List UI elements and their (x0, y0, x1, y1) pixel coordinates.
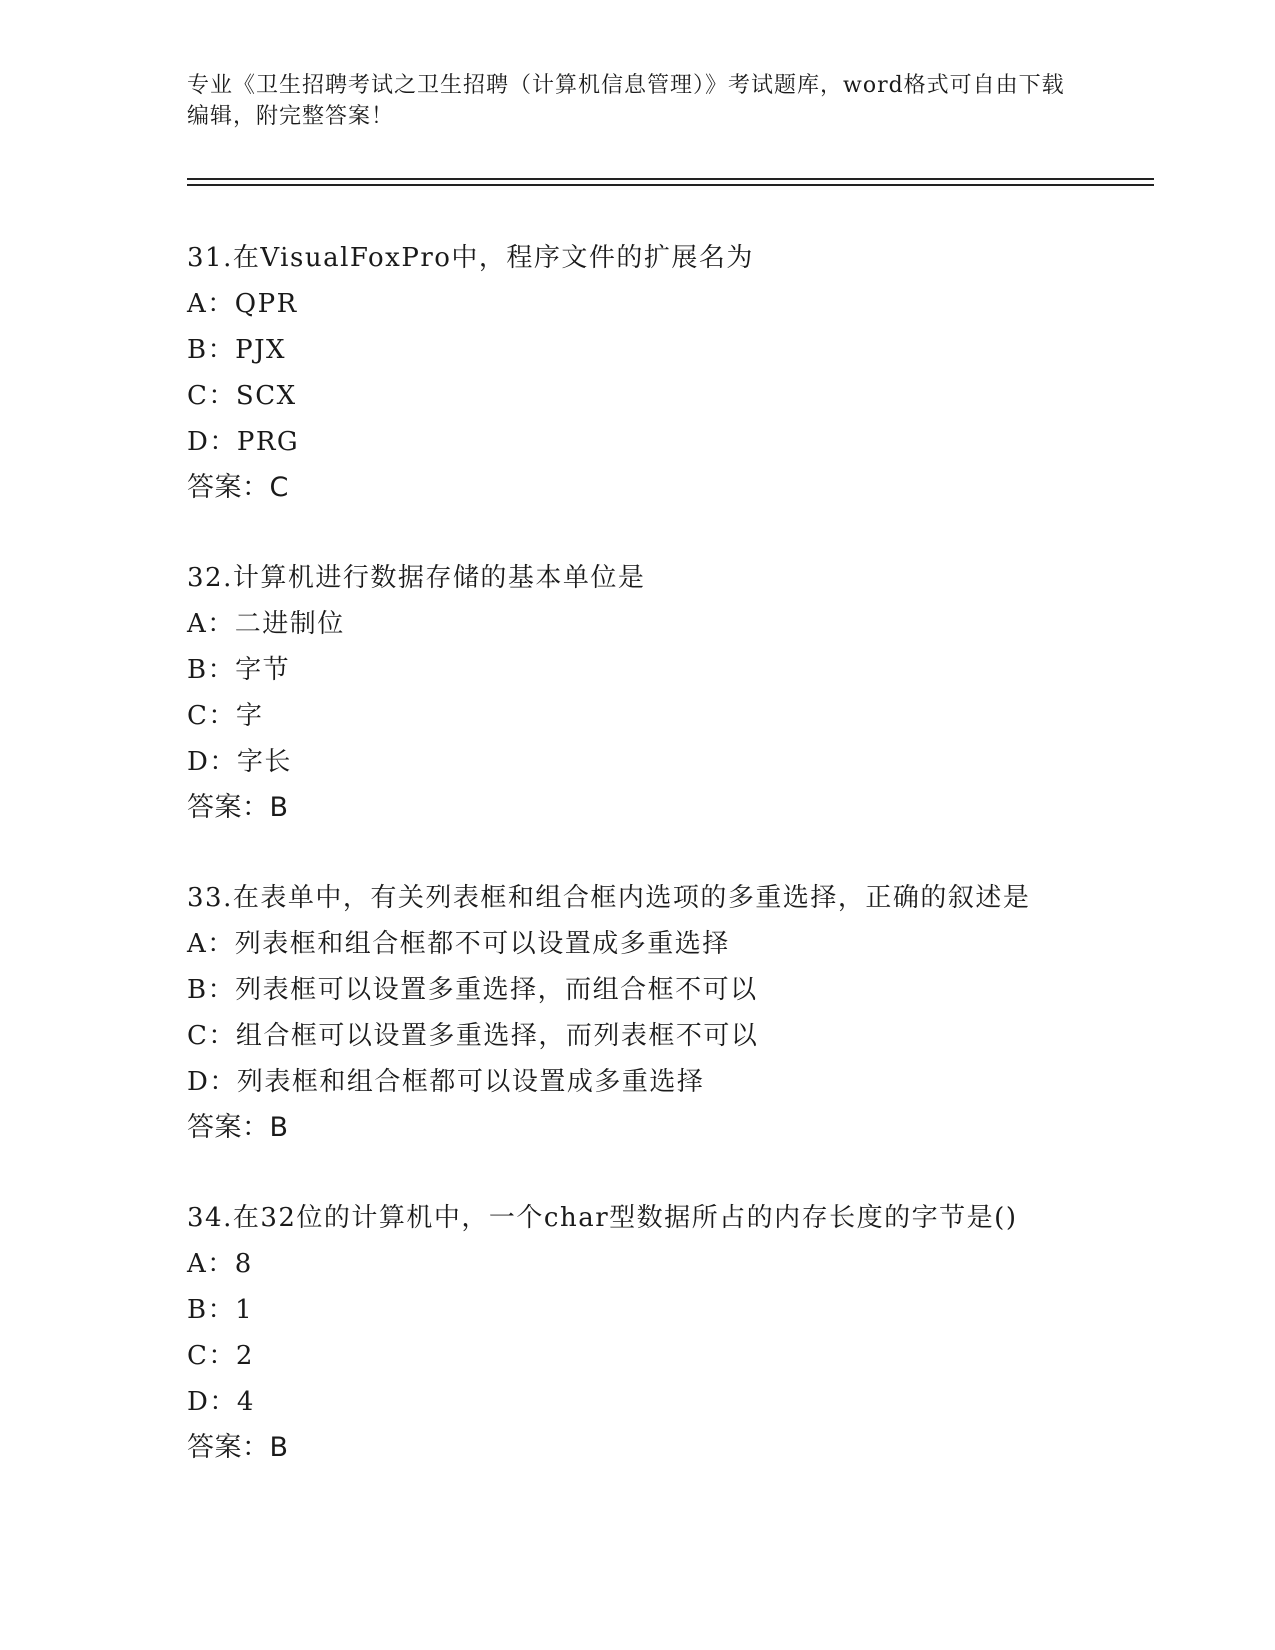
question-stem: 32.计算机进行数据存储的基本单位是 (187, 563, 646, 593)
option-d: D：列表框和组合框都可以设置成多重选择 (187, 1067, 705, 1097)
question-stem: 31.在VisualFoxPro中，程序文件的扩展名为 (187, 243, 754, 273)
question-stem: 34.在32位的计算机中，一个char型数据所占的内存长度的字节是() (187, 1203, 1018, 1233)
option-c: C：2 (187, 1341, 254, 1371)
option-b: B：字节 (187, 655, 291, 685)
option-b: B：列表框可以设置多重选择，而组合框不可以 (187, 975, 758, 1005)
option-b: B：PJX (187, 335, 287, 365)
question-32 (187, 555, 1087, 831)
option-d: D：4 (187, 1387, 255, 1417)
question-34 (187, 1195, 1087, 1471)
answer-text: 答案：B (187, 1112, 289, 1143)
option-c: C：SCX (187, 381, 297, 411)
option-d: D：PRG (187, 427, 300, 457)
option-a: A：列表框和组合框都不可以设置成多重选择 (187, 929, 730, 959)
question-33 (187, 875, 1087, 1151)
question-stem: 33.在表单中，有关列表框和组合框内选项的多重选择，正确的叙述是 (187, 883, 1031, 913)
header-divider-top (187, 178, 1154, 180)
option-a: A：8 (187, 1249, 253, 1279)
option-a: A：QPR (187, 289, 298, 319)
answer-text: 答案：C (187, 472, 289, 503)
question-31 (187, 235, 1087, 511)
option-b: B：1 (187, 1295, 254, 1325)
option-d: D：字长 (187, 747, 292, 777)
option-a: A：二进制位 (187, 609, 345, 639)
header-divider-bottom (187, 184, 1154, 186)
option-c: C：组合框可以设置多重选择，而列表框不可以 (187, 1021, 759, 1051)
document-intro: 专业《卫生招聘考试之卫生招聘（计算机信息管理）》考试题库，word格式可自由下载编辑，附完整答案！ (187, 73, 1065, 129)
answer-text: 答案：B (187, 1432, 289, 1463)
option-c: C：字 (187, 701, 264, 731)
answer-text: 答案：B (187, 792, 289, 823)
